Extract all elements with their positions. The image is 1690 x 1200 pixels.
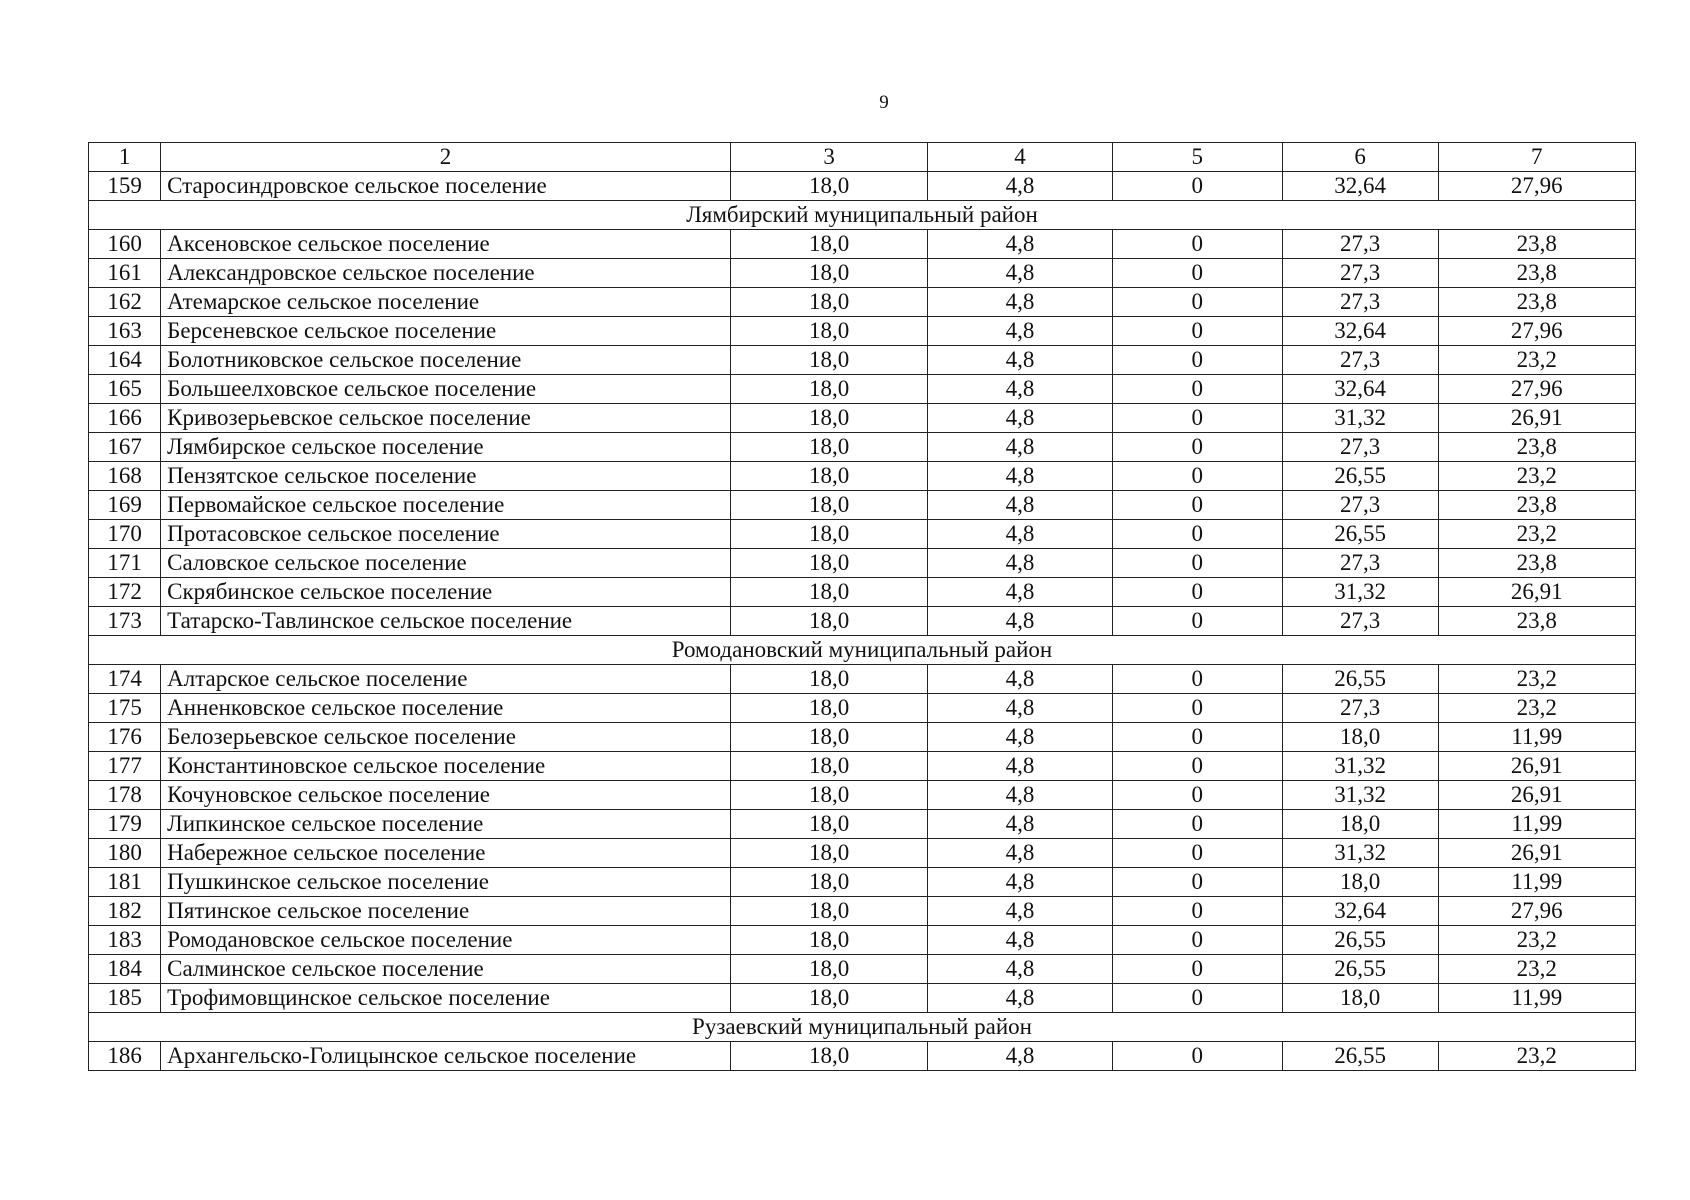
settlement-name: Кривозерьевское сельское поселение — [161, 404, 731, 433]
value-col-6: 18,0 — [1282, 723, 1438, 752]
value-col-4: 4,8 — [928, 520, 1113, 549]
table-row — [89, 868, 1636, 897]
value-col-7: 23,8 — [1438, 491, 1635, 520]
table-row — [89, 578, 1636, 607]
value-col-6: 26,55 — [1282, 1042, 1438, 1071]
value-col-7: 23,2 — [1438, 926, 1635, 955]
value-col-3: 18,0 — [730, 694, 927, 723]
row-number: 173 — [89, 607, 161, 636]
value-col-6: 18,0 — [1282, 984, 1438, 1013]
value-col-6: 31,32 — [1282, 578, 1438, 607]
row-number: 179 — [89, 810, 161, 839]
value-col-3: 18,0 — [730, 172, 927, 201]
value-col-5: 0 — [1112, 375, 1282, 404]
value-col-5: 0 — [1112, 404, 1282, 433]
district-section-row — [89, 636, 1636, 665]
row-number: 161 — [89, 259, 161, 288]
row-number: 160 — [89, 230, 161, 259]
value-col-4: 4,8 — [928, 723, 1113, 752]
district-section-row — [89, 201, 1636, 230]
value-col-4: 4,8 — [928, 694, 1113, 723]
row-number: 183 — [89, 926, 161, 955]
value-col-4: 4,8 — [928, 665, 1113, 694]
value-col-5: 0 — [1112, 288, 1282, 317]
row-number: 165 — [89, 375, 161, 404]
value-col-5: 0 — [1112, 955, 1282, 984]
value-col-5: 0 — [1112, 230, 1282, 259]
value-col-6: 27,3 — [1282, 230, 1438, 259]
value-col-7: 26,91 — [1438, 404, 1635, 433]
value-col-7: 23,8 — [1438, 230, 1635, 259]
value-col-7: 23,2 — [1438, 346, 1635, 375]
table-row — [89, 549, 1636, 578]
settlement-name: Александровское сельское поселение — [161, 259, 731, 288]
value-col-6: 27,3 — [1282, 607, 1438, 636]
value-col-6: 32,64 — [1282, 172, 1438, 201]
value-col-7: 27,96 — [1438, 317, 1635, 346]
row-number: 172 — [89, 578, 161, 607]
column-header: 2 — [161, 143, 731, 172]
value-col-5: 0 — [1112, 810, 1282, 839]
column-header: 5 — [1112, 143, 1282, 172]
table-row — [89, 346, 1636, 375]
value-col-4: 4,8 — [928, 781, 1113, 810]
value-col-4: 4,8 — [928, 462, 1113, 491]
settlement-name: Салминское сельское поселение — [161, 955, 731, 984]
value-col-7: 27,96 — [1438, 897, 1635, 926]
column-header: 3 — [730, 143, 927, 172]
value-col-6: 27,3 — [1282, 259, 1438, 288]
value-col-4: 4,8 — [928, 752, 1113, 781]
table-row — [89, 752, 1636, 781]
column-header: 1 — [89, 143, 161, 172]
value-col-6: 18,0 — [1282, 868, 1438, 897]
table-row — [89, 897, 1636, 926]
value-col-4: 4,8 — [928, 897, 1113, 926]
value-col-6: 18,0 — [1282, 810, 1438, 839]
value-col-3: 18,0 — [730, 462, 927, 491]
value-col-4: 4,8 — [928, 549, 1113, 578]
value-col-5: 0 — [1112, 549, 1282, 578]
settlement-name: Татарско-Тавлинское сельское поселение — [161, 607, 731, 636]
value-col-6: 31,32 — [1282, 839, 1438, 868]
settlement-name: Аксеновское сельское поселение — [161, 230, 731, 259]
value-col-7: 26,91 — [1438, 578, 1635, 607]
district-title: Рузаевский муниципальный район — [89, 1013, 1636, 1042]
table-row — [89, 723, 1636, 752]
column-header: 4 — [928, 143, 1113, 172]
settlement-name: Берсеневское сельское поселение — [161, 317, 731, 346]
value-col-3: 18,0 — [730, 607, 927, 636]
value-col-7: 26,91 — [1438, 752, 1635, 781]
value-col-3: 18,0 — [730, 897, 927, 926]
row-number: 180 — [89, 839, 161, 868]
column-number-row — [89, 143, 1636, 172]
value-col-5: 0 — [1112, 781, 1282, 810]
value-col-5: 0 — [1112, 172, 1282, 201]
row-number: 159 — [89, 172, 161, 201]
value-col-7: 23,2 — [1438, 462, 1635, 491]
row-number: 169 — [89, 491, 161, 520]
value-col-4: 4,8 — [928, 926, 1113, 955]
value-col-7: 23,8 — [1438, 259, 1635, 288]
value-col-7: 11,99 — [1438, 810, 1635, 839]
value-col-3: 18,0 — [730, 317, 927, 346]
table-row — [89, 375, 1636, 404]
value-col-4: 4,8 — [928, 317, 1113, 346]
value-col-3: 18,0 — [730, 230, 927, 259]
table-row — [89, 926, 1636, 955]
value-col-5: 0 — [1112, 1042, 1282, 1071]
value-col-7: 23,8 — [1438, 288, 1635, 317]
value-col-7: 11,99 — [1438, 723, 1635, 752]
row-number: 181 — [89, 868, 161, 897]
table-row — [89, 984, 1636, 1013]
value-col-4: 4,8 — [928, 433, 1113, 462]
value-col-5: 0 — [1112, 317, 1282, 346]
value-col-7: 11,99 — [1438, 984, 1635, 1013]
settlement-name: Большеелховское сельское поселение — [161, 375, 731, 404]
page-number: 9 — [879, 92, 889, 113]
table-row — [89, 259, 1636, 288]
value-col-4: 4,8 — [928, 810, 1113, 839]
value-col-3: 18,0 — [730, 288, 927, 317]
value-col-6: 27,3 — [1282, 433, 1438, 462]
value-col-5: 0 — [1112, 984, 1282, 1013]
value-col-5: 0 — [1112, 346, 1282, 375]
settlement-name: Атемарское сельское поселение — [161, 288, 731, 317]
value-col-3: 18,0 — [730, 723, 927, 752]
row-number: 174 — [89, 665, 161, 694]
row-number: 166 — [89, 404, 161, 433]
value-col-3: 18,0 — [730, 491, 927, 520]
value-col-4: 4,8 — [928, 259, 1113, 288]
value-col-6: 31,32 — [1282, 404, 1438, 433]
row-number: 163 — [89, 317, 161, 346]
value-col-6: 27,3 — [1282, 694, 1438, 723]
table-row — [89, 1042, 1636, 1071]
settlement-name: Кочуновское сельское поселение — [161, 781, 731, 810]
value-col-7: 23,8 — [1438, 433, 1635, 462]
value-col-6: 26,55 — [1282, 955, 1438, 984]
settlement-name: Пензятское сельское поселение — [161, 462, 731, 491]
value-col-3: 18,0 — [730, 665, 927, 694]
value-col-4: 4,8 — [928, 839, 1113, 868]
value-col-5: 0 — [1112, 868, 1282, 897]
table-row — [89, 781, 1636, 810]
settlement-name: Пятинское сельское поселение — [161, 897, 731, 926]
row-number: 162 — [89, 288, 161, 317]
value-col-3: 18,0 — [730, 433, 927, 462]
value-col-6: 26,55 — [1282, 520, 1438, 549]
column-header: 7 — [1438, 143, 1635, 172]
value-col-4: 4,8 — [928, 491, 1113, 520]
district-title: Ромодановский муниципальный район — [89, 636, 1636, 665]
row-number: 168 — [89, 462, 161, 491]
value-col-4: 4,8 — [928, 230, 1113, 259]
value-col-5: 0 — [1112, 839, 1282, 868]
value-col-6: 32,64 — [1282, 897, 1438, 926]
value-col-7: 23,2 — [1438, 1042, 1635, 1071]
table-row — [89, 665, 1636, 694]
value-col-5: 0 — [1112, 433, 1282, 462]
value-col-4: 4,8 — [928, 404, 1113, 433]
row-number: 175 — [89, 694, 161, 723]
value-col-3: 18,0 — [730, 549, 927, 578]
value-col-3: 18,0 — [730, 810, 927, 839]
row-number: 184 — [89, 955, 161, 984]
settlement-name: Набережное сельское поселение — [161, 839, 731, 868]
value-col-6: 31,32 — [1282, 781, 1438, 810]
settlement-name: Белозерьевское сельское поселение — [161, 723, 731, 752]
value-col-5: 0 — [1112, 520, 1282, 549]
table-row — [89, 404, 1636, 433]
value-col-5: 0 — [1112, 926, 1282, 955]
value-col-6: 27,3 — [1282, 288, 1438, 317]
value-col-6: 26,55 — [1282, 462, 1438, 491]
value-col-3: 18,0 — [730, 346, 927, 375]
value-col-3: 18,0 — [730, 839, 927, 868]
settlement-name: Первомайское сельское поселение — [161, 491, 731, 520]
value-col-3: 18,0 — [730, 1042, 927, 1071]
row-number: 182 — [89, 897, 161, 926]
value-col-5: 0 — [1112, 462, 1282, 491]
table-row — [89, 317, 1636, 346]
row-number: 171 — [89, 549, 161, 578]
value-col-3: 18,0 — [730, 404, 927, 433]
table-row — [89, 230, 1636, 259]
value-col-6: 26,55 — [1282, 665, 1438, 694]
value-col-7: 23,2 — [1438, 520, 1635, 549]
value-col-7: 23,2 — [1438, 955, 1635, 984]
table-row — [89, 172, 1636, 201]
value-col-6: 31,32 — [1282, 752, 1438, 781]
value-col-4: 4,8 — [928, 1042, 1113, 1071]
value-col-3: 18,0 — [730, 375, 927, 404]
value-col-5: 0 — [1112, 897, 1282, 926]
value-col-7: 27,96 — [1438, 172, 1635, 201]
value-col-3: 18,0 — [730, 955, 927, 984]
value-col-5: 0 — [1112, 665, 1282, 694]
value-col-3: 18,0 — [730, 868, 927, 897]
row-number: 170 — [89, 520, 161, 549]
value-col-7: 23,2 — [1438, 694, 1635, 723]
value-col-5: 0 — [1112, 694, 1282, 723]
settlement-name: Скрябинское сельское поселение — [161, 578, 731, 607]
value-col-6: 32,64 — [1282, 317, 1438, 346]
settlement-name: Протасовское сельское поселение — [161, 520, 731, 549]
value-col-6: 27,3 — [1282, 346, 1438, 375]
value-col-4: 4,8 — [928, 607, 1113, 636]
district-section-row — [89, 1013, 1636, 1042]
value-col-4: 4,8 — [928, 955, 1113, 984]
settlement-name: Архангельско-Голицынское сельское поселение — [161, 1042, 731, 1071]
row-number: 167 — [89, 433, 161, 462]
row-number: 164 — [89, 346, 161, 375]
value-col-3: 18,0 — [730, 781, 927, 810]
settlement-name: Ромодановское сельское поселение — [161, 926, 731, 955]
table-row — [89, 607, 1636, 636]
settlement-name: Саловское сельское поселение — [161, 549, 731, 578]
value-col-3: 18,0 — [730, 259, 927, 288]
value-col-6: 26,55 — [1282, 926, 1438, 955]
table-row — [89, 433, 1636, 462]
table-row — [89, 955, 1636, 984]
value-col-7: 23,8 — [1438, 607, 1635, 636]
value-col-7: 11,99 — [1438, 868, 1635, 897]
value-col-7: 23,2 — [1438, 665, 1635, 694]
value-col-4: 4,8 — [928, 984, 1113, 1013]
value-col-4: 4,8 — [928, 288, 1113, 317]
value-col-3: 18,0 — [730, 752, 927, 781]
table-row — [89, 810, 1636, 839]
settlement-name: Пушкинское сельское поселение — [161, 868, 731, 897]
row-number: 178 — [89, 781, 161, 810]
table-row — [89, 520, 1636, 549]
settlement-name: Анненковское сельское поселение — [161, 694, 731, 723]
value-col-7: 26,91 — [1438, 781, 1635, 810]
value-col-4: 4,8 — [928, 346, 1113, 375]
value-col-4: 4,8 — [928, 172, 1113, 201]
row-number: 177 — [89, 752, 161, 781]
value-col-6: 32,64 — [1282, 375, 1438, 404]
settlement-name: Болотниковское сельское поселение — [161, 346, 731, 375]
value-col-3: 18,0 — [730, 984, 927, 1013]
table-row — [89, 491, 1636, 520]
value-col-5: 0 — [1112, 259, 1282, 288]
settlement-name: Старосиндровское сельское поселение — [161, 172, 731, 201]
value-col-7: 23,8 — [1438, 549, 1635, 578]
settlement-name: Липкинское сельское поселение — [161, 810, 731, 839]
value-col-4: 4,8 — [928, 868, 1113, 897]
settlement-name: Константиновское сельское поселение — [161, 752, 731, 781]
value-col-7: 26,91 — [1438, 839, 1635, 868]
settlement-name: Алтарское сельское поселение — [161, 665, 731, 694]
settlement-name: Трофимовщинское сельское поселение — [161, 984, 731, 1013]
district-title: Лямбирский муниципальный район — [89, 201, 1636, 230]
data-table — [88, 142, 1636, 1071]
value-col-4: 4,8 — [928, 375, 1113, 404]
row-number: 185 — [89, 984, 161, 1013]
table-row — [89, 694, 1636, 723]
value-col-3: 18,0 — [730, 926, 927, 955]
row-number: 186 — [89, 1042, 161, 1071]
value-col-7: 27,96 — [1438, 375, 1635, 404]
value-col-6: 27,3 — [1282, 491, 1438, 520]
settlement-name: Лямбирское сельское поселение — [161, 433, 731, 462]
value-col-5: 0 — [1112, 607, 1282, 636]
value-col-5: 0 — [1112, 752, 1282, 781]
row-number: 176 — [89, 723, 161, 752]
value-col-3: 18,0 — [730, 520, 927, 549]
value-col-5: 0 — [1112, 723, 1282, 752]
value-col-3: 18,0 — [730, 578, 927, 607]
table-row — [89, 462, 1636, 491]
table-row — [89, 839, 1636, 868]
value-col-6: 27,3 — [1282, 549, 1438, 578]
value-col-5: 0 — [1112, 578, 1282, 607]
value-col-5: 0 — [1112, 491, 1282, 520]
value-col-4: 4,8 — [928, 578, 1113, 607]
column-header: 6 — [1282, 143, 1438, 172]
table-row — [89, 288, 1636, 317]
